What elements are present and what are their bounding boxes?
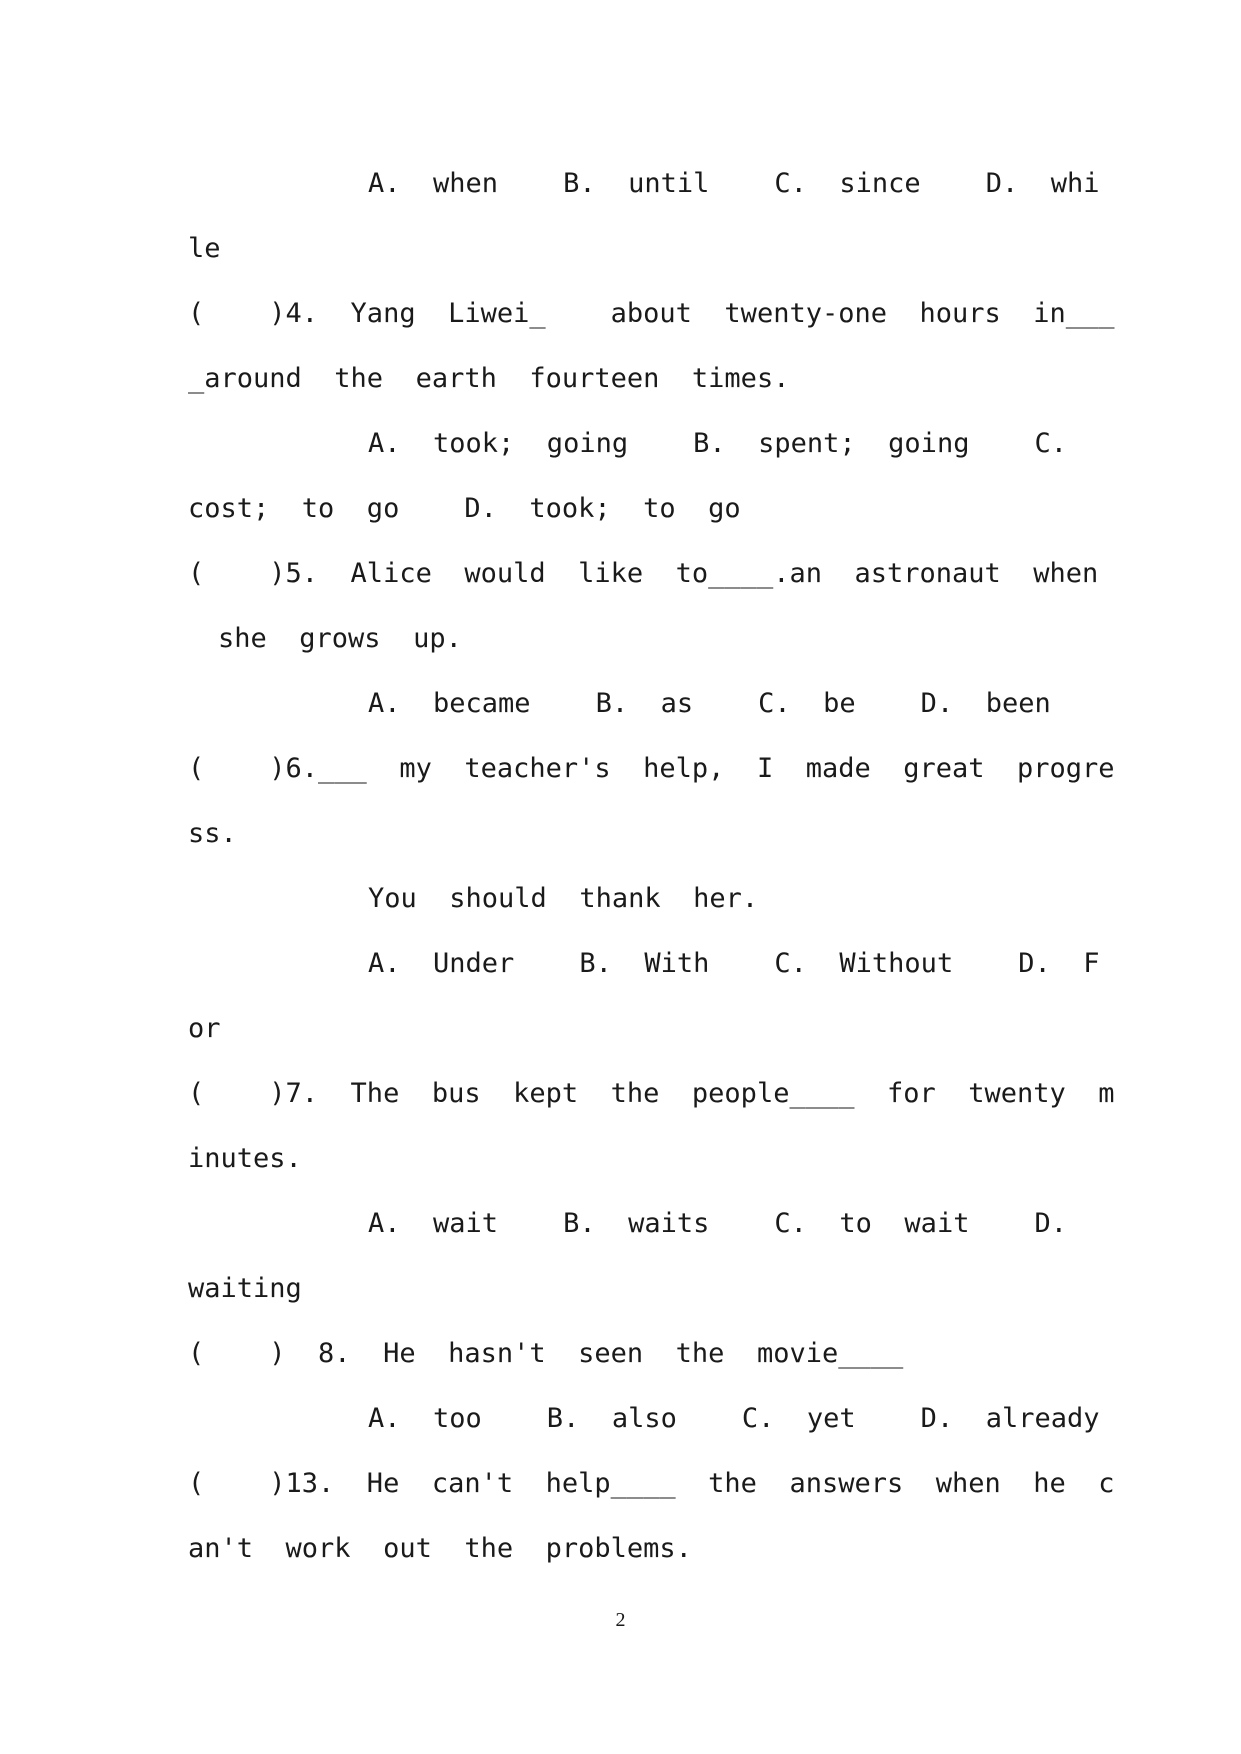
options-line-q8: A. too B. also C. yet D. already <box>368 1403 1100 1434</box>
options-line-q5: A. became B. as C. be D. been <box>368 688 1051 719</box>
page-number: 2 <box>615 1609 626 1631</box>
question-6: ( )6.___ my teacher's help, I made great progre <box>188 753 1115 784</box>
options-line-q7-wrap: waiting <box>188 1273 302 1304</box>
options-line-q4-wrap: cost; to go D. took; to go <box>188 493 741 524</box>
question-4-wrap: _around the earth fourteen times. <box>188 363 790 394</box>
question-6-wrap: ss. <box>188 818 237 849</box>
question-13-wrap: an't work out the problems. <box>188 1533 692 1564</box>
question-4: ( )4. Yang Liwei_ about twenty-one hours in___ <box>188 298 1115 329</box>
question-6-continued: You should thank her. <box>368 883 759 914</box>
question-5-wrap: she grows up. <box>218 623 462 654</box>
question-7: ( )7. The bus kept the people____ for twenty m <box>188 1078 1115 1109</box>
options-line-q7: A. wait B. waits C. to wait D. <box>368 1208 1067 1239</box>
options-line-q3: A. when B. until C. since D. whi <box>368 168 1100 199</box>
options-line-q4: A. took; going B. spent; going C. <box>368 428 1067 459</box>
options-line-q6-wrap: or <box>188 1013 221 1044</box>
options-line-q3-wrap: le <box>188 233 221 264</box>
question-8: ( ) 8. He hasn't seen the movie____ <box>188 1338 904 1369</box>
question-5: ( )5. Alice would like to____.an astronaut when <box>188 558 1099 589</box>
question-13: ( )13. He can't help____ the answers when he c <box>188 1468 1115 1499</box>
options-line-q6: A. Under B. With C. Without D. F <box>368 948 1100 979</box>
question-7-wrap: inutes. <box>188 1143 302 1174</box>
